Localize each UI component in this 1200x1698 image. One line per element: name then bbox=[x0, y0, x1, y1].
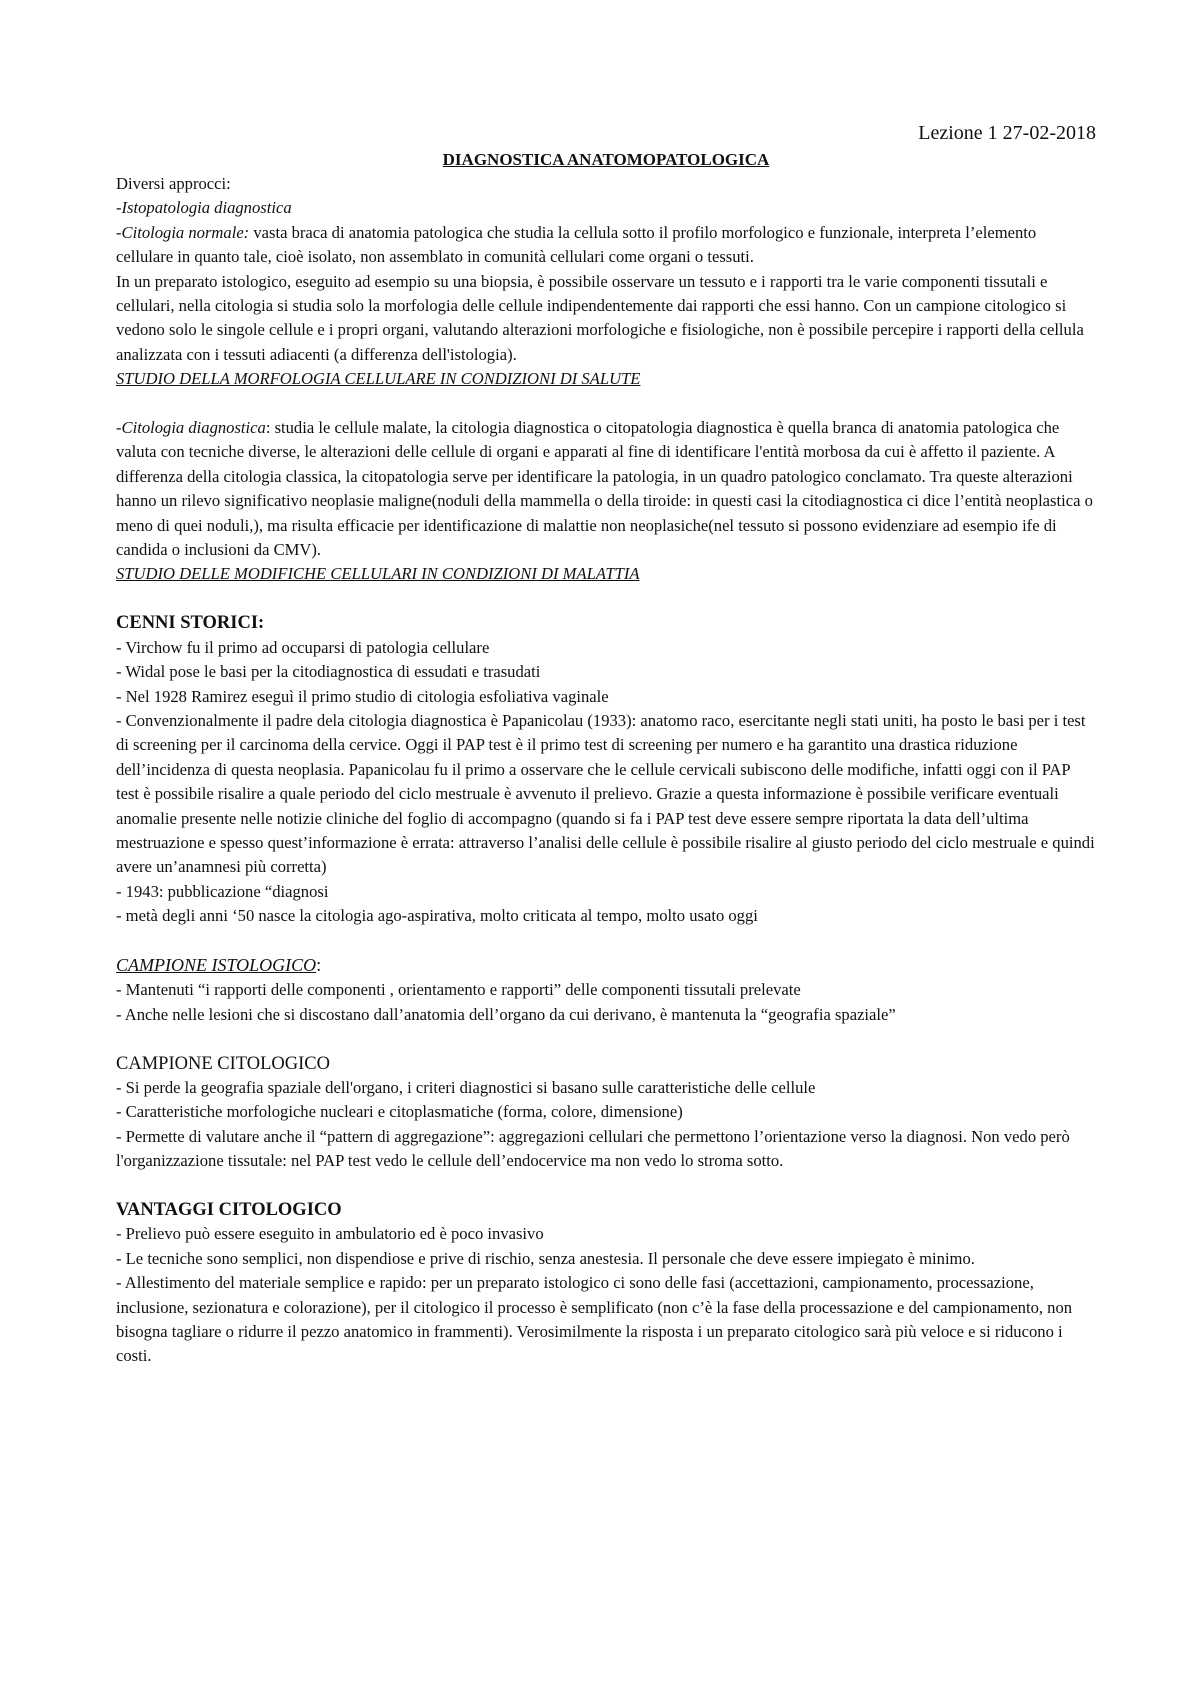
list-item: - Permette di valutare anche il “pattern di aggregazione”: aggregazioni cellulari che permettono l’orientazione verso la diagnosi. Non vedo però l'organizzazione tissutale: nel PAP test vedo le cellule dell’endocervice ma non vedo lo stroma sotto. bbox=[116, 1126, 1070, 1171]
spacer bbox=[116, 1174, 1096, 1198]
histopathology-item: -Istopatologia diagnostica bbox=[116, 198, 292, 218]
list-item: - Allestimento del materiale semplice e rapido: per un preparato istologico ci sono delle fasi (accettazioni, campionamento, processazione, inclusione, sezionatura e colorazione), per il citologico il processo è semplificato (non c’è la fase della processazione e del campionamento, non bisogna tagliare o ridurre il pezzo anatomico in frammenti). Verosimilmente la risposta i un preparato citologico sarà più veloce e si riducono i costi. bbox=[116, 1273, 1073, 1366]
normal-cytology-label: -Citologia normale: bbox=[116, 222, 250, 242]
list-item: - 1943: pubblicazione “diagnosi bbox=[116, 881, 329, 901]
health-morphology-heading: STUDIO DELLA MORFOLOGIA CELLULARE IN CONDIZIONI DI SALUTE bbox=[116, 369, 641, 389]
diagnostic-cytology-label: -Citologia diagnostica bbox=[116, 418, 266, 438]
list-item: - Widal pose le basi per la citodiagnostica di essudati e trasudati bbox=[116, 662, 541, 682]
diagnostic-cytology-text: : studia le cellule malate, la citologia diagnostica o citopatologia diagnostica è quella branca di anatomia patologica che valuta con tecniche diverse, le alterazioni delle cellule di organi e apparati al fine di identificare l'entità morbosa da cui è affetto il paziente. A differenza della citologia classica, la citopatologia serve per identificare la patologia, in un quadro patologico conclamato. Tra queste alterazioni hanno un rilevo significativo neoplasie maligne(noduli della mammella o della tiroide: in questi casi la citodiagnostica ci dice l’entità neoplastica o meno di quei noduli,), ma risulta efficacie per identificazione di malattie non neoplasiche(nel tessuto si possono evidenziare ad esempio ife di candida o inclusioni da CMV). bbox=[116, 418, 1093, 560]
spacer bbox=[116, 1027, 1096, 1051]
list-item: - Le tecniche sono semplici, non dispendiose e prive di rischio, senza anestesia. Il personale che deve essere impiegato è minimo. bbox=[116, 1248, 975, 1268]
cytological-sample-heading: CAMPIONE CITOLOGICO bbox=[116, 1053, 330, 1074]
heading-colon: : bbox=[316, 955, 322, 976]
approaches-line: Diversi approcci: bbox=[116, 174, 231, 193]
cytology-advantages-heading: VANTAGGI CITOLOGICO bbox=[116, 1199, 342, 1220]
list-item: - Convenzionalmente il padre dela citologia diagnostica è Papanicolau (1933): anatomo raco, esercitante negli stati uniti, ha posto le basi per i test di screening per il carcinoma della cervice. Oggi il PAP test è il primo test di screening per numero e ha garantito una drastica riduzione dell’incidenza di questa neoplasia. Papanicolau fu il primo a osservare che le cellule cervicali subiscono delle modifiche, infatti oggi con il PAP test è possibile risalire a quale periodo del ciclo mestruale è avvenuto il prelievo. Grazie a questa informazione è possibile verificare eventuali anomalie presente nelle notizie cliniche del foglio di accompagno (quando si fa i PAP test deve essere sempre riportata la data dell’ultima mestruazione e spesso quest’informazione è errata: attraverso l’analisi delle cellule è possibile risalire al giusto periodo del ciclo mestruale e quindi avere un’anamnesi più corretta) bbox=[116, 710, 1095, 877]
list-item: - Prelievo può essere eseguito in ambulatorio ed è poco invasivo bbox=[116, 1224, 544, 1244]
spacer bbox=[116, 392, 1096, 416]
list-item: - Mantenuti “i rapporti delle componenti , orientamento e rapporti” delle componenti tissutali prelevate bbox=[116, 980, 801, 1000]
histology-vs-cytology-paragraph: In un preparato istologico, eseguito ad esempio su una biopsia, è possibile osservare un tessuto e i rapporti tra le varie componenti tissutali e cellulari, nella citologia si studia solo la morfologia delle cellule indipendentemente dai rapporti che essi hanno. Con un campione citologico si vedono solo le singole cellule e i propri organi, valutando alterazioni morfologiche e fisiologiche, non è possibile percepire i rapporti della cellula analizzata con i tessuti adiacenti (a differenza dell'istologia). bbox=[116, 271, 1084, 364]
spacer bbox=[116, 587, 1096, 611]
disease-modifications-heading: STUDIO DELLE MODIFICHE CELLULARI IN CONDIZIONI DI MALATTIA bbox=[116, 564, 640, 584]
list-item: - Caratteristiche morfologiche nucleari e citoplasmatiche (forma, colore, dimensione) bbox=[116, 1102, 683, 1122]
list-item: - Virchow fu il primo ad occuparsi di patologia cellulare bbox=[116, 637, 490, 657]
spacer bbox=[116, 929, 1096, 953]
list-item: - metà degli anni ‘50 nasce la citologia ago-aspirativa, molto criticata al tempo, molto usato oggi bbox=[116, 906, 758, 926]
lesson-date: Lezione 1 27-02-2018 bbox=[918, 122, 1096, 144]
histological-sample-title: CAMPIONE ISTOLOGICO bbox=[116, 954, 317, 975]
list-item: - Anche nelle lesioni che si discostano dall’anatomia dell’organo da cui derivano, è mantenuta la “geografia spaziale” bbox=[116, 1004, 896, 1024]
list-item: - Nel 1928 Ramirez eseguì il primo studio di citologia esfoliativa vaginale bbox=[116, 686, 609, 706]
normal-cytology-text: vasta braca di anatomia patologica che studia la cellula sotto il profilo morfologico e funzionale, interpreta l’elemento cellulare in quanto tale, cioè isolato, non assemblato in comunità cellulari come organi o tessuti. bbox=[116, 222, 1037, 267]
normal-cytology-paragraph bbox=[116, 221, 1096, 270]
historical-notes-heading: CENNI STORICI: bbox=[116, 613, 265, 634]
diagnostic-cytology-paragraph bbox=[116, 416, 1096, 562]
document-title: DIAGNOSTICA ANATOMOPATOLOGICA bbox=[442, 150, 770, 169]
histological-sample-heading bbox=[116, 953, 1096, 978]
list-item: - Si perde la geografia spaziale dell'organo, i criteri diagnostici si basano sulle caratteristiche delle cellule bbox=[116, 1077, 816, 1097]
